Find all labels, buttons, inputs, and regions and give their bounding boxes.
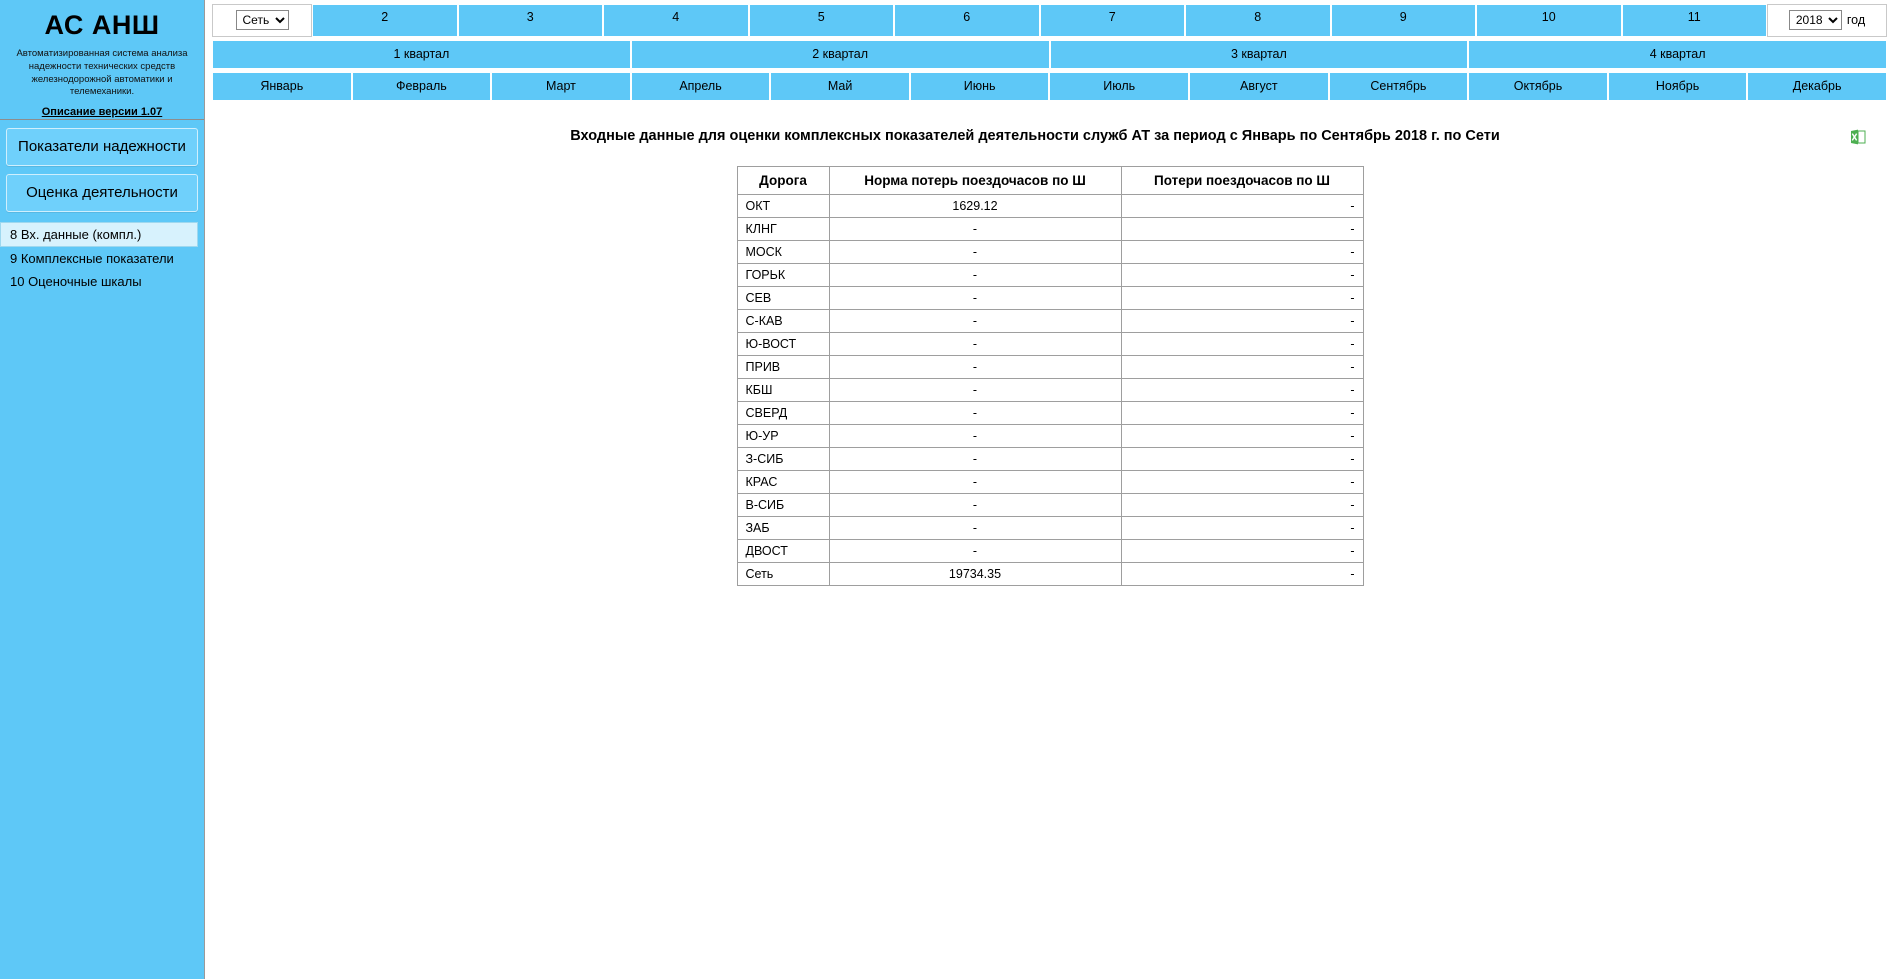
table-row [737, 310, 1363, 333]
month-button-january[interactable]: Январь [212, 72, 352, 101]
cell-loss: - [1121, 333, 1363, 356]
month-button-july[interactable]: Июль [1049, 72, 1189, 101]
table-row [737, 540, 1363, 563]
quarter-button-3[interactable]: 3 квартал [1050, 40, 1469, 69]
cell-norm: - [829, 494, 1121, 517]
cell-road: Ю-УР [737, 425, 829, 448]
month-button-february[interactable]: Февраль [352, 72, 492, 101]
month-button-november[interactable]: Ноябрь [1608, 72, 1748, 101]
period-button-5[interactable]: 5 [749, 4, 895, 37]
cell-norm: 19734.35 [829, 563, 1121, 586]
cell-loss: - [1121, 402, 1363, 425]
period-button-7[interactable]: 7 [1040, 4, 1186, 37]
table-row [737, 494, 1363, 517]
cell-road: С-КАВ [737, 310, 829, 333]
cell-norm: - [829, 218, 1121, 241]
cell-road: ДВОСТ [737, 540, 829, 563]
cell-road: КБШ [737, 379, 829, 402]
cell-road: МОСК [737, 241, 829, 264]
quarter-button-4[interactable]: 4 квартал [1468, 40, 1887, 69]
period-button-3[interactable]: 3 [458, 4, 604, 37]
table-row [737, 448, 1363, 471]
table-row [737, 218, 1363, 241]
cell-norm: - [829, 310, 1121, 333]
cell-road: КРАС [737, 471, 829, 494]
month-button-december[interactable]: Декабрь [1747, 72, 1887, 101]
table-row [737, 402, 1363, 425]
month-button-september[interactable]: Сентябрь [1329, 72, 1469, 101]
cell-road: З-СИБ [737, 448, 829, 471]
sidebar-item-input-data[interactable] [0, 222, 198, 247]
month-button-may[interactable]: Май [770, 72, 910, 101]
year-label: год [1846, 13, 1866, 27]
brand-box [0, 0, 204, 120]
input-data-table [737, 166, 1364, 586]
cell-loss: - [1121, 356, 1363, 379]
cell-norm: - [829, 241, 1121, 264]
table-row [737, 287, 1363, 310]
table-row [737, 356, 1363, 379]
period-button-6[interactable]: 6 [894, 4, 1040, 37]
cell-loss: - [1121, 563, 1363, 586]
period-button-10[interactable]: 10 [1476, 4, 1622, 37]
cell-loss: - [1121, 241, 1363, 264]
cell-norm: - [829, 287, 1121, 310]
quarter-button-2[interactable]: 2 квартал [631, 40, 1050, 69]
month-button-october[interactable]: Октябрь [1468, 72, 1608, 101]
table-row [737, 563, 1363, 586]
scope-select-cell[interactable] [212, 4, 312, 37]
cell-norm: - [829, 356, 1121, 379]
column-header-road: Дорога [737, 167, 829, 195]
cell-road: ОКТ [737, 195, 829, 218]
sidebar-section-activity[interactable] [6, 174, 198, 212]
cell-norm: - [829, 333, 1121, 356]
cell-road: Ю-ВОСТ [737, 333, 829, 356]
period-button-4[interactable]: 4 [603, 4, 749, 37]
top-navigation [212, 4, 1887, 104]
quarter-button-1[interactable]: 1 квартал [212, 40, 631, 69]
cell-road: ГОРЬК [737, 264, 829, 287]
period-button-2[interactable]: 2 [312, 4, 458, 37]
cell-road: КЛНГ [737, 218, 829, 241]
table-row [737, 264, 1363, 287]
month-button-june[interactable]: Июнь [910, 72, 1050, 101]
cell-loss: - [1121, 471, 1363, 494]
cell-road: СВЕРД [737, 402, 829, 425]
cell-loss: - [1121, 218, 1363, 241]
table-row [737, 379, 1363, 402]
period-button-9[interactable]: 9 [1331, 4, 1477, 37]
month-bar [212, 72, 1887, 101]
cell-loss: - [1121, 494, 1363, 517]
sidebar-item-label: 10 Оценочные шкалы [10, 274, 142, 289]
table-header-row [737, 167, 1363, 195]
sidebar-item-complex-indicators[interactable] [0, 247, 204, 270]
cell-road: ПРИВ [737, 356, 829, 379]
excel-export-icon[interactable] [1849, 128, 1867, 146]
sidebar-item-label: 8 Вх. данные (компл.) [10, 227, 142, 242]
table-row [737, 195, 1363, 218]
table-row [737, 425, 1363, 448]
cell-loss: - [1121, 517, 1363, 540]
period-button-11[interactable]: 11 [1622, 4, 1768, 37]
cell-road: СЕВ [737, 287, 829, 310]
page-title: Входные данные для оценки комплексных показателей деятельности служб АТ за период с Январь по Сентябрь 2018 г. по Сети [570, 128, 1500, 144]
sidebar [0, 0, 205, 979]
cell-norm: - [829, 448, 1121, 471]
cell-loss: - [1121, 195, 1363, 218]
period-bar [212, 4, 1887, 37]
cell-road: В-СИБ [737, 494, 829, 517]
cell-norm: - [829, 517, 1121, 540]
year-select-cell[interactable] [1767, 4, 1887, 37]
sidebar-section-label: Оценка деятельности [26, 184, 178, 201]
sidebar-section-reliability[interactable] [6, 128, 198, 166]
cell-norm: - [829, 379, 1121, 402]
app-description: Автоматизированная система анализа надежности технических средств железнодорожной автоматики и телемеханики. [16, 48, 188, 98]
cell-loss: - [1121, 425, 1363, 448]
cell-loss: - [1121, 310, 1363, 333]
cell-loss: - [1121, 448, 1363, 471]
cell-loss: - [1121, 287, 1363, 310]
table-row [737, 333, 1363, 356]
column-header-loss: Потери поездочасов по Ш [1121, 167, 1363, 195]
year-select[interactable] [1789, 10, 1842, 30]
cell-road: Сеть [737, 563, 829, 586]
period-button-8[interactable]: 8 [1185, 4, 1331, 37]
column-header-norm: Норма потерь поездочасов по Ш [829, 167, 1121, 195]
cell-loss: - [1121, 379, 1363, 402]
cell-norm: - [829, 264, 1121, 287]
sidebar-item-label: 9 Комплексные показатели [10, 251, 174, 266]
scope-select[interactable] [236, 10, 289, 30]
sidebar-section-label: Показатели надежности [18, 138, 186, 155]
table-row [737, 241, 1363, 264]
cell-norm: - [829, 540, 1121, 563]
cell-norm: 1629.12 [829, 195, 1121, 218]
table-row [737, 471, 1363, 494]
cell-loss: - [1121, 540, 1363, 563]
app-title: АС АНШ [44, 10, 160, 40]
month-button-august[interactable]: Август [1189, 72, 1329, 101]
cell-road: ЗАБ [737, 517, 829, 540]
cell-norm: - [829, 402, 1121, 425]
table-row [737, 517, 1363, 540]
quarter-bar [212, 40, 1887, 69]
cell-norm: - [829, 471, 1121, 494]
cell-norm: - [829, 425, 1121, 448]
cell-loss: - [1121, 264, 1363, 287]
main-content [205, 110, 1895, 586]
month-button-march[interactable]: Март [491, 72, 631, 101]
sidebar-item-rating-scales[interactable] [0, 270, 204, 293]
version-description-link[interactable]: Описание версии 1.07 [41, 106, 163, 119]
month-button-april[interactable]: Апрель [631, 72, 771, 101]
